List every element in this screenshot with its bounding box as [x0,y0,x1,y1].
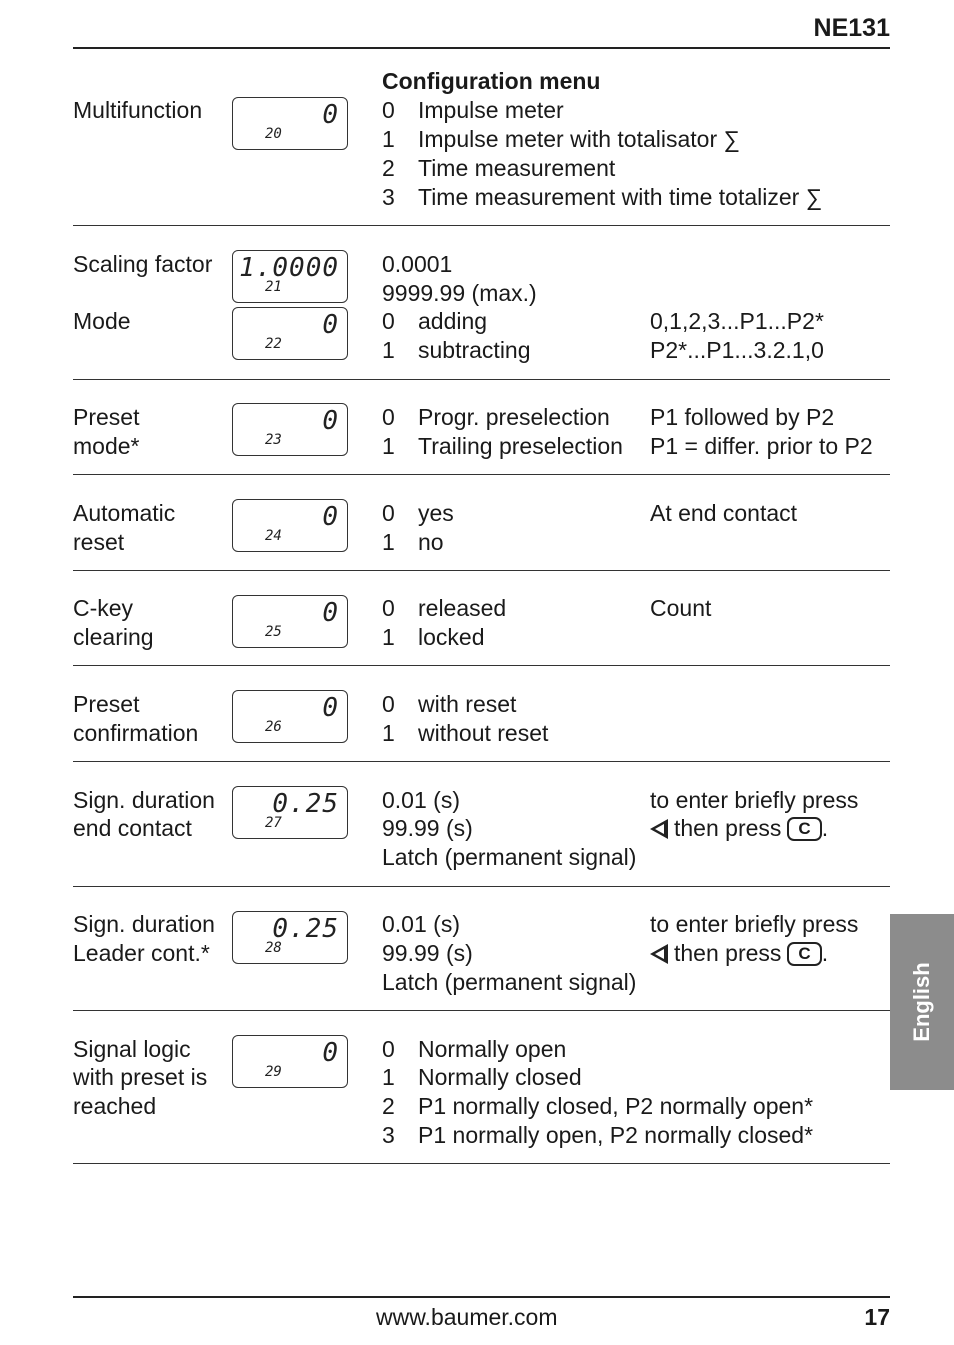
lcd-value: 0 [322,406,339,436]
option-text: with reset [418,691,517,717]
option-number: 0 [382,691,395,717]
row-label: Preset [73,404,140,430]
row-label: Multifunction [73,97,203,123]
lcd-value: 0.25 [272,914,339,944]
range-value: 99.99 (s) [382,815,473,841]
option-note: At end contact [650,500,798,526]
lcd-code: 25 [265,624,282,640]
section-divider [73,1163,890,1164]
option-text: Progr. preselection [418,404,610,430]
lcd-display [232,690,348,743]
option-note: P1 = differ. prior to P2 [650,433,873,459]
row-label: end contact [73,815,192,841]
option-number: 0 [382,595,395,621]
section-divider [73,665,890,666]
range-value: Latch (permanent signal) [382,969,637,995]
row-label: Preset [73,691,140,717]
row-label: confirmation [73,720,199,746]
period-text: . [821,940,829,966]
option-number: 0 [382,308,395,334]
row-label: mode* [73,433,140,459]
section-divider [73,886,890,887]
lcd-value: 0 [322,310,339,340]
lcd-code: 26 [265,719,282,735]
c-key-icon: C [787,942,821,966]
option-number: 2 [382,155,395,181]
model-title: NE131 [813,14,890,42]
row-label: Leader cont.* [73,940,210,966]
period-text: . [821,815,829,841]
footer-url[interactable]: www.baumer.com [376,1304,558,1330]
footer-rule [73,1296,890,1298]
option-text: Time measurement with time totalizer ∑ [418,184,823,210]
lcd-value: 0 [322,1038,339,1068]
lcd-display [232,911,348,964]
option-text: P1 normally closed, P2 normally open* [418,1093,814,1119]
lcd-value: 0 [322,598,339,628]
lcd-value: 0 [322,502,339,532]
lcd-display [232,1035,348,1088]
option-text: Time measurement [418,155,616,181]
option-number: 1 [382,126,395,152]
option-text: P1 normally open, P2 normally closed* [418,1122,814,1148]
lcd-code: 28 [265,940,282,956]
option-number: 0 [382,1036,395,1062]
option-number: 0 [382,500,395,526]
option-text: adding [418,308,488,334]
option-number: 3 [382,184,395,210]
lcd-code: 20 [265,126,282,142]
entry-instruction [650,939,828,968]
row-label: Signal logic [73,1036,191,1062]
entry-note: to enter briefly press [650,787,859,813]
lcd-code: 21 [265,279,282,295]
row-label: Sign. duration [73,911,215,937]
lcd-display [232,307,348,360]
range-value: 99.99 (s) [382,940,473,966]
section-divider [73,761,890,762]
row-label: reset [73,529,125,555]
option-number: 1 [382,337,395,363]
range-value: Latch (permanent signal) [382,844,637,870]
lcd-value: 0.25 [272,789,339,819]
lcd-value: 1.0000 [239,253,339,283]
section-heading: Configuration menu [382,68,601,94]
lcd-display [232,499,348,552]
lcd-code: 27 [265,815,282,831]
language-tab[interactable] [890,914,954,1090]
row-label: reached [73,1093,157,1119]
left-arrow-key-icon [650,944,668,964]
option-text: Impulse meter [418,97,564,123]
range-value: 0.01 (s) [382,787,460,813]
lcd-display [232,97,348,150]
option-note: P1 followed by P2 [650,404,835,430]
option-number: 1 [382,1064,395,1090]
option-text: Impulse meter with totalisator ∑ [418,126,740,152]
row-label: Mode [73,308,131,334]
option-number: 0 [382,97,395,123]
lcd-code: 22 [265,336,282,352]
option-number: 2 [382,1093,395,1119]
section-divider [73,225,890,226]
section-divider [73,474,890,475]
lcd-display [232,786,348,839]
option-text: locked [418,624,485,650]
row-label: Sign. duration [73,787,215,813]
option-number: 1 [382,433,395,459]
row-label: Scaling factor [73,251,213,277]
c-key-icon: C [787,817,821,841]
option-note: P2*...P1...3.2.1,0 [650,337,824,363]
lcd-value: 0 [322,693,339,723]
option-text: Normally open [418,1036,567,1062]
lcd-display [232,403,348,456]
row-label: Automatic [73,500,176,526]
left-arrow-key-icon [650,819,668,839]
entry-instruction [650,814,828,843]
section-divider [73,1010,890,1011]
option-text: released [418,595,507,621]
range-value: 0.01 (s) [382,911,460,937]
option-note: 0,1,2,3...P1...P2* [650,308,824,334]
option-text: subtracting [418,337,531,363]
language-tab-label: English [909,962,934,1042]
option-number: 1 [382,529,395,555]
option-text: no [418,529,444,555]
option-number: 1 [382,720,395,746]
option-text: Normally closed [418,1064,582,1090]
then-press-text: then press [674,815,782,841]
option-text: without reset [418,720,549,746]
row-label: with preset is [73,1064,208,1090]
then-press-text: then press [674,940,782,966]
option-note: Count [650,595,712,621]
option-text: Trailing preselection [418,433,623,459]
header-rule [73,47,890,49]
page-number: 17 [864,1304,890,1330]
option-text: yes [418,500,454,526]
entry-note: to enter briefly press [650,911,859,937]
lcd-display [232,595,348,648]
row-label: clearing [73,624,154,650]
lcd-code: 23 [265,432,282,448]
range-value: 0.0001 [382,251,453,277]
lcd-value: 0 [322,100,339,130]
range-value: 9999.99 (max.) [382,280,537,306]
lcd-display [232,250,348,303]
option-number: 0 [382,404,395,430]
section-divider [73,379,890,380]
lcd-code: 24 [265,528,282,544]
lcd-code: 29 [265,1064,282,1080]
row-label: C-key [73,595,134,621]
option-number: 3 [382,1122,395,1148]
option-number: 1 [382,624,395,650]
section-divider [73,570,890,571]
